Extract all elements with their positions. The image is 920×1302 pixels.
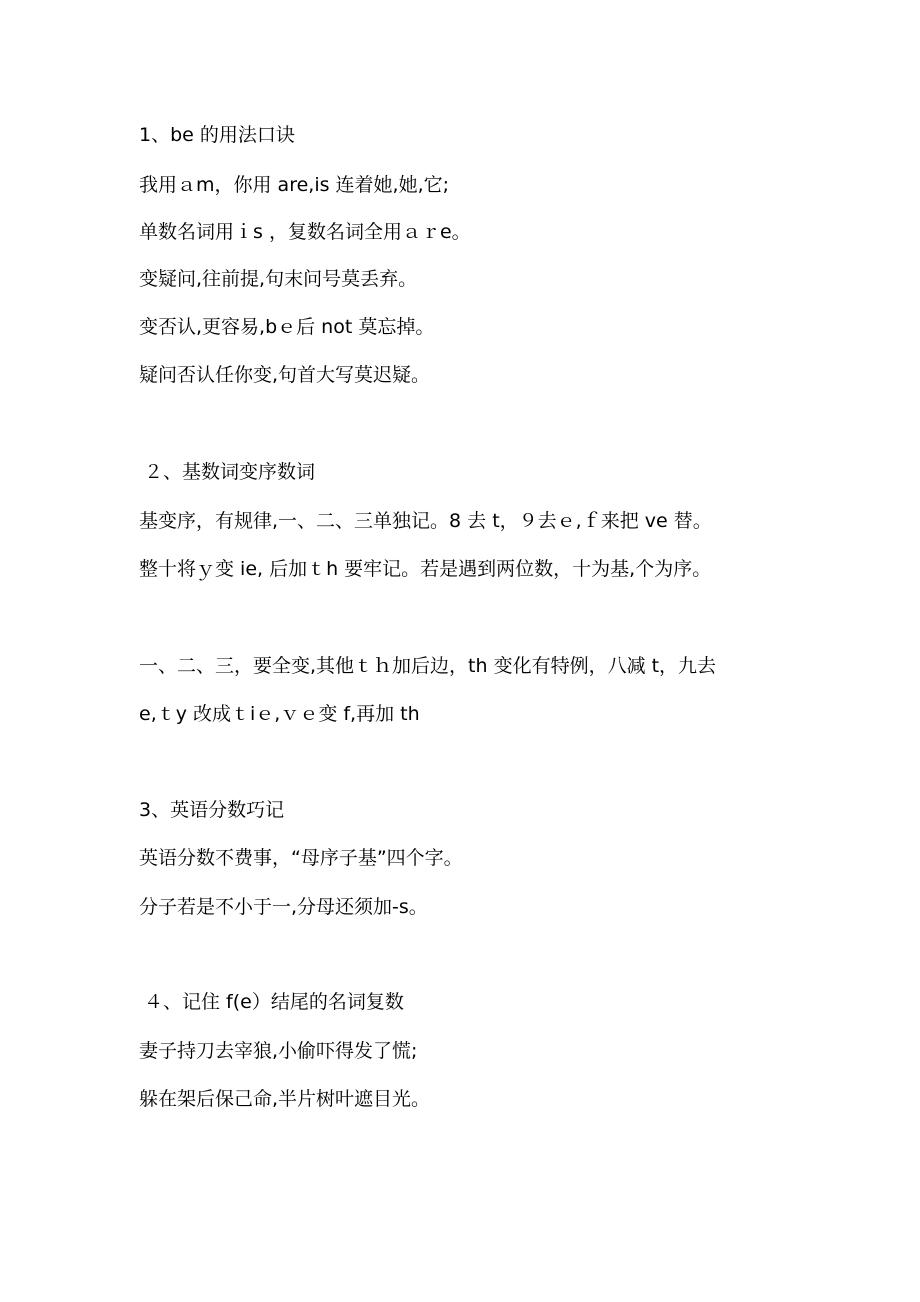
section-2-line-3: 一、二、三，要全变,其他ｔｈ加后边，th 变化有特例，八减 t，九去 [139, 655, 717, 677]
section-2-line-1: 基变序，有规律,一、二、三单独记。8 去 t，９去ｅ,ｆ来把 ve 替。 [139, 510, 712, 532]
section-1-line-4: 变否认,更容易,bｅ后 not 莫忘掉。 [139, 316, 435, 338]
section-3-line-1: 英语分数不费事，“母序子基”四个字。 [139, 847, 463, 869]
section-1-line-3: 变疑问,往前提,句末问号莫丢弃。 [139, 268, 418, 290]
section-1-line-5: 疑问否认任你变,句首大写莫迟疑。 [139, 364, 431, 386]
section-3-heading: 3、英语分数巧记 [139, 799, 285, 821]
section-1-line-1: 我用ａm，你用 are,is 连着她,她,它; [139, 174, 450, 196]
section-4-line-2: 躲在架后保己命,半片树叶遮目光。 [139, 1088, 431, 1110]
section-1-heading: 1、be 的用法口诀 [139, 124, 295, 146]
section-4-line-1: 妻子持刀去宰狼,小偷吓得发了慌; [139, 1040, 418, 1062]
section-2-heading: ２、基数词变序数词 [144, 461, 316, 483]
section-2-line-2: 整十将ｙ变 ie, 后加ｔh 要牢记。若是遇到两位数，十为基,个为序。 [139, 558, 712, 580]
section-1-line-2: 单数名词用ｉs ，复数名词全用ａｒe。 [139, 221, 471, 243]
section-2-line-4: e,ｔy 改成ｔiｅ,ｖｅ变 f,再加 th [139, 703, 420, 725]
section-3-line-2: 分子若是不小于一,分母还须加-s。 [139, 896, 428, 918]
section-4-heading: ４、记住 f(e）结尾的名词复数 [144, 991, 404, 1013]
